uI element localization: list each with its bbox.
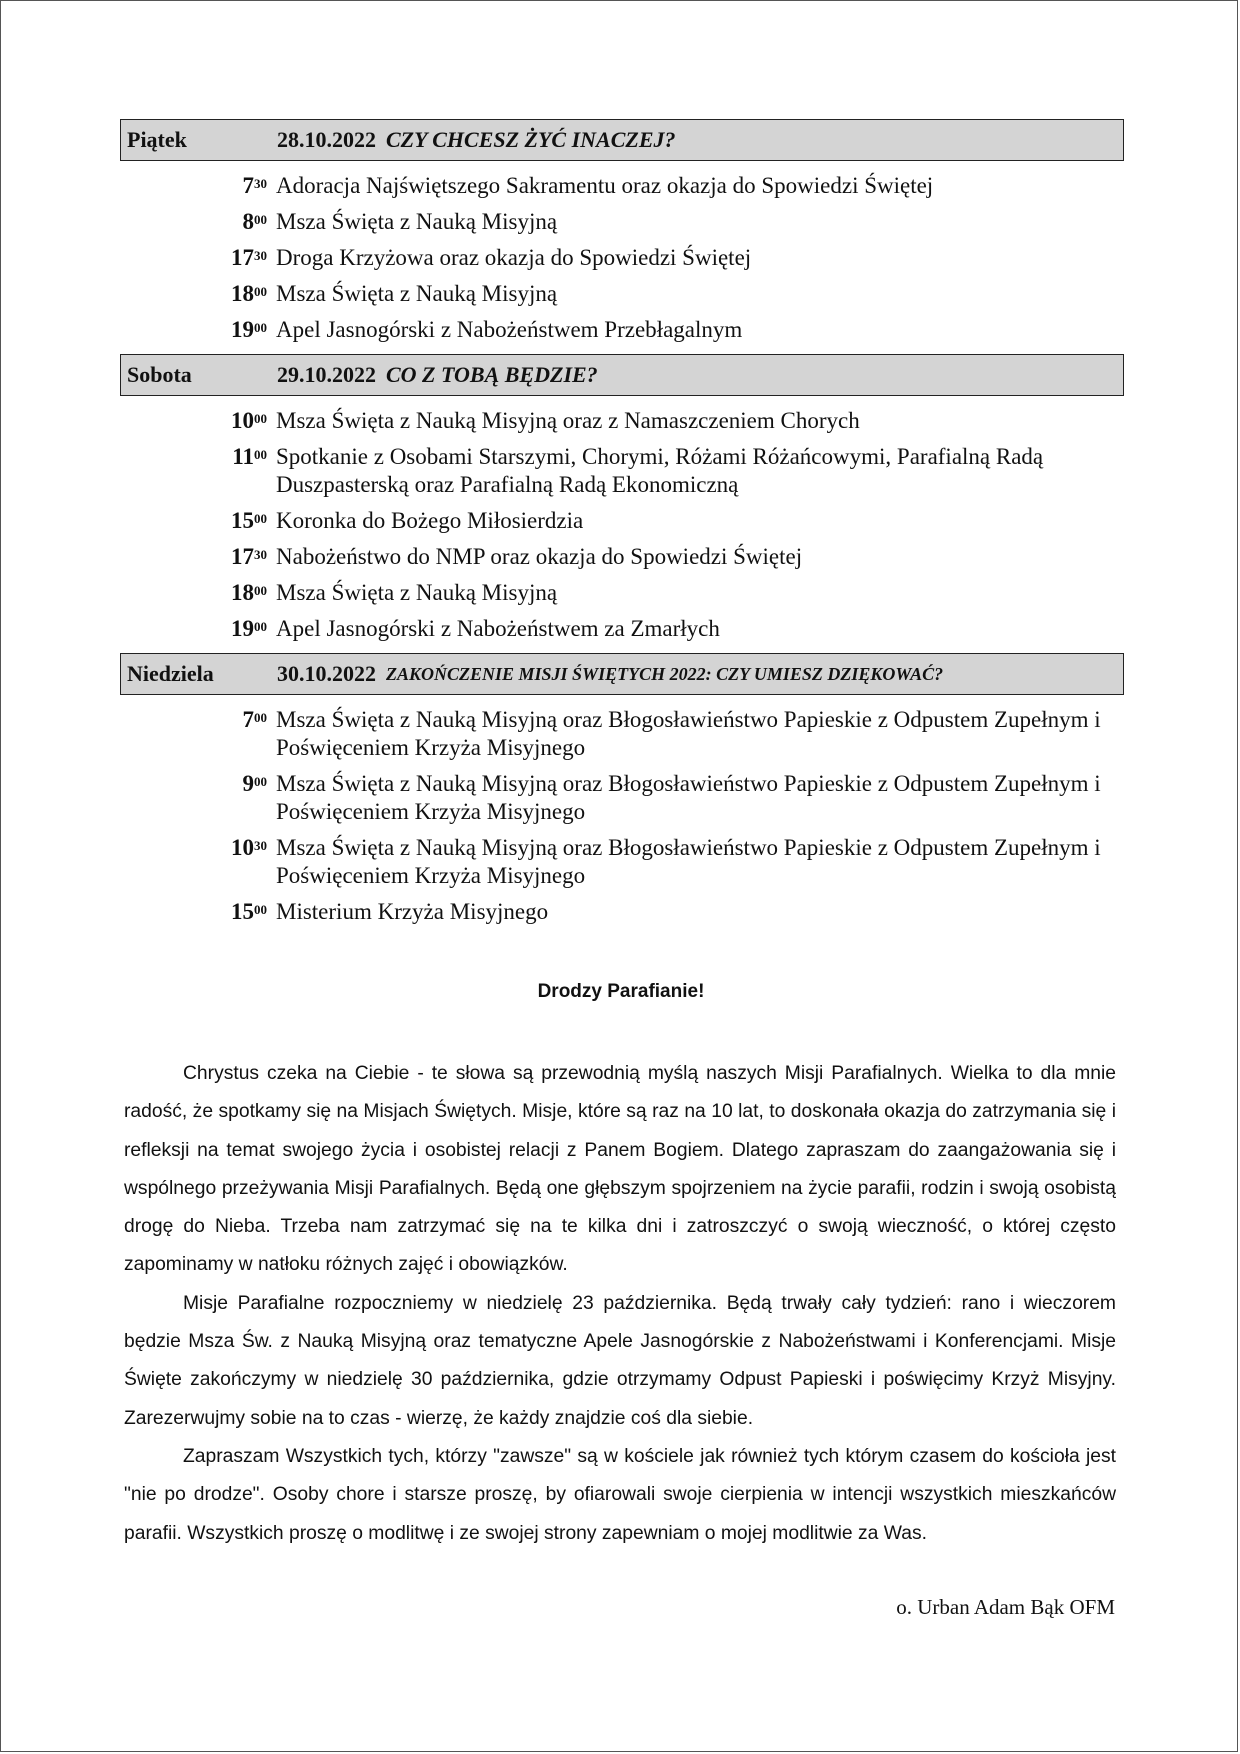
time-minutes: 00 <box>254 284 267 299</box>
entry-time <box>120 316 267 343</box>
time-minutes: 30 <box>254 838 267 853</box>
schedule-entry <box>120 898 1124 926</box>
entry-description: Droga Krzyżowa oraz okazja do Spowiedzi Świętej <box>276 245 752 270</box>
time-minutes: 00 <box>254 411 267 426</box>
time-minutes: 00 <box>254 447 267 462</box>
time-hour: 10 <box>231 408 254 433</box>
schedule-entry <box>120 316 1124 344</box>
entry-description: Msza Święta z Nauką Misyjną oraz Błogosławieństwo Papieskie z Odpustem Zupełnym i Poświęceniem Krzyża Misyjnego <box>276 707 1101 760</box>
time-hour: 17 <box>231 245 254 270</box>
entry-description: Msza Święta z Nauką Misyjną <box>276 580 558 605</box>
day-theme: ZAKOŃCZENIE MISJI ŚWIĘTYCH 2022: CZY UMIESZ DZIĘKOWAĆ? <box>386 663 944 684</box>
time-minutes: 00 <box>254 511 267 526</box>
time-hour: 8 <box>242 209 254 234</box>
day-block-sunday <box>120 653 1124 936</box>
day-block-friday <box>120 119 1124 354</box>
entry-description: Msza Święta z Nauką Misyjną oraz Błogosławieństwo Papieskie z Odpustem Zupełnym i Poświęceniem Krzyża Misyjnego <box>276 771 1101 824</box>
time-hour: 18 <box>231 580 254 605</box>
time-hour: 19 <box>231 616 254 641</box>
time-hour: 15 <box>231 508 254 533</box>
schedule-entry <box>120 770 1124 826</box>
entry-time <box>120 407 267 434</box>
schedule-entry <box>120 706 1124 762</box>
day-date: 30.10.2022 <box>277 661 376 686</box>
entry-time <box>120 834 267 861</box>
entry-time <box>120 244 267 271</box>
entry-description: Msza Święta z Nauką Misyjną <box>276 209 558 234</box>
entry-description: Adoracja Najświętszego Sakramentu oraz okazja do Spowiedzi Świętej <box>276 173 934 198</box>
schedule-entry <box>120 407 1124 435</box>
schedule-entry <box>120 280 1124 308</box>
entry-description: Msza Święta z Nauką Misyjną <box>276 281 558 306</box>
time-hour: 10 <box>231 835 254 860</box>
time-hour: 17 <box>231 544 254 569</box>
day-date: 29.10.2022 <box>277 362 376 387</box>
time-minutes: 30 <box>254 248 267 263</box>
schedule-entries <box>120 161 1124 354</box>
schedule-entry <box>120 543 1124 571</box>
entry-time <box>120 579 267 606</box>
time-minutes: 00 <box>254 583 267 598</box>
time-hour: 18 <box>231 281 254 306</box>
schedule-entry <box>120 615 1124 643</box>
entry-time <box>120 507 267 534</box>
entry-description: Misterium Krzyża Misyjnego <box>276 899 549 924</box>
entry-time <box>120 280 267 307</box>
entry-description: Msza Święta z Nauką Misyjną oraz z Namaszczeniem Chorych <box>276 408 860 433</box>
entry-description: Koronka do Bożego Miłosierdzia <box>276 508 584 533</box>
time-hour: 11 <box>232 444 254 469</box>
letter-greeting: Drodzy Parafianie! <box>537 981 705 1002</box>
entry-description: Nabożeństwo do NMP oraz okazja do Spowiedzi Świętej <box>276 544 803 569</box>
schedule-entries <box>120 695 1124 936</box>
entry-time <box>120 898 267 925</box>
entry-description: Spotkanie z Osobami Starszymi, Chorymi, Różami Różańcowymi, Parafialną Radą Duszpasterską oraz Parafialną Radą Ekonomiczną <box>276 444 1044 497</box>
day-block-saturday <box>120 354 1124 653</box>
time-minutes: 00 <box>254 212 267 227</box>
time-minutes: 30 <box>254 547 267 562</box>
letter-signature: o. Urban Adam Bąk OFM <box>896 1595 1115 1619</box>
day-header <box>120 119 1124 161</box>
time-minutes: 00 <box>254 774 267 789</box>
time-hour: 7 <box>242 707 254 732</box>
schedule-entry <box>120 834 1124 890</box>
entry-time <box>120 172 267 199</box>
time-hour: 19 <box>231 317 254 342</box>
schedule-entry <box>120 172 1124 200</box>
time-minutes: 30 <box>254 176 267 191</box>
entry-description: Apel Jasnogórski z Nabożeństwem Przebłagalnym <box>276 317 743 342</box>
day-name: Niedziela <box>127 661 214 686</box>
schedule-entry <box>120 443 1124 499</box>
day-header <box>120 354 1124 396</box>
entry-time <box>120 543 267 570</box>
schedule-entry <box>120 579 1124 607</box>
schedule-entries <box>120 396 1124 653</box>
entry-time <box>120 770 267 797</box>
letter-paragraph: Chrystus czeka na Ciebie - te słowa są przewodnią myślą naszych Misji Parafialnych. Wielka to dla mnie radość, że spotkamy się na Misjach Świętych. Misje, które są raz na 10 lat, to doskonała okazja do zatrzymania się i refleksji na temat swojego życia i osobistej relacji z Panem Bogiem. Dlatego zapraszam do zaangażowania się i wspólnego przeżywania Misji Parafialnych. Będą one głębszym spojrzeniem na życie parafii, rodzin i swoją osobistą drogę do Nieba. Trzeba nam zatrzymać się na te kilka dni i zatroszczyć o swoją wieczność, o której często zapominamy w natłoku różnych zajęć i obowiązków. <box>124 1063 1116 1276</box>
entry-time <box>120 443 267 470</box>
time-minutes: 00 <box>254 619 267 634</box>
letter-paragraph: Misje Parafialne rozpoczniemy w niedzielę 23 października. Będą trwały cały tydzień: rano i wieczorem będzie Msza Św. z Nauką Misyjną oraz tematyczne Apele Jasnogórskie z Nabożeństwami i Konferencjami. Misje Święte zakończymy w niedzielę 30 października, gdzie otrzymamy Odpust Papieski i poświęcimy Krzyż Misyjny. Zarezerwujmy sobie na to czas - wierzę, że każdy znajdzie coś dla siebie. <box>124 1292 1116 1429</box>
time-minutes: 00 <box>254 902 267 917</box>
time-hour: 9 <box>242 771 254 796</box>
time-minutes: 00 <box>254 320 267 335</box>
day-header <box>120 653 1124 695</box>
entry-time <box>120 706 267 733</box>
day-date: 28.10.2022 <box>277 127 376 152</box>
day-theme: CO Z TOBĄ BĘDZIE? <box>386 362 598 387</box>
letter-body <box>124 1055 1116 1553</box>
entry-description: Msza Święta z Nauką Misyjną oraz Błogosławieństwo Papieskie z Odpustem Zupełnym i Poświęceniem Krzyża Misyjnego <box>276 835 1101 888</box>
day-name: Piątek <box>127 127 187 152</box>
day-theme: CZY CHCESZ ŻYĆ INACZEJ? <box>386 127 676 152</box>
entry-time <box>120 615 267 642</box>
entry-description: Apel Jasnogórski z Nabożeństwem za Zmarłych <box>276 616 720 641</box>
entry-time <box>120 208 267 235</box>
time-hour: 15 <box>231 899 254 924</box>
day-name: Sobota <box>127 362 192 387</box>
mission-schedule <box>120 119 1124 936</box>
time-hour: 7 <box>242 173 254 198</box>
schedule-entry <box>120 507 1124 535</box>
time-minutes: 00 <box>254 710 267 725</box>
schedule-entry <box>120 208 1124 236</box>
letter-paragraph: Zapraszam Wszystkich tych, którzy "zawsze" są w kościele jak również tych którym czasem do kościoła jest "nie po drodze". Osoby chore i starsze proszę, by ofiarowali swoje cierpienia w intencji wszystkich mieszkańców parafii. Wszystkich proszę o modlitwę i ze swojej strony zapewniam o mojej modlitwie za Was. <box>124 1445 1116 1544</box>
schedule-entry <box>120 244 1124 272</box>
